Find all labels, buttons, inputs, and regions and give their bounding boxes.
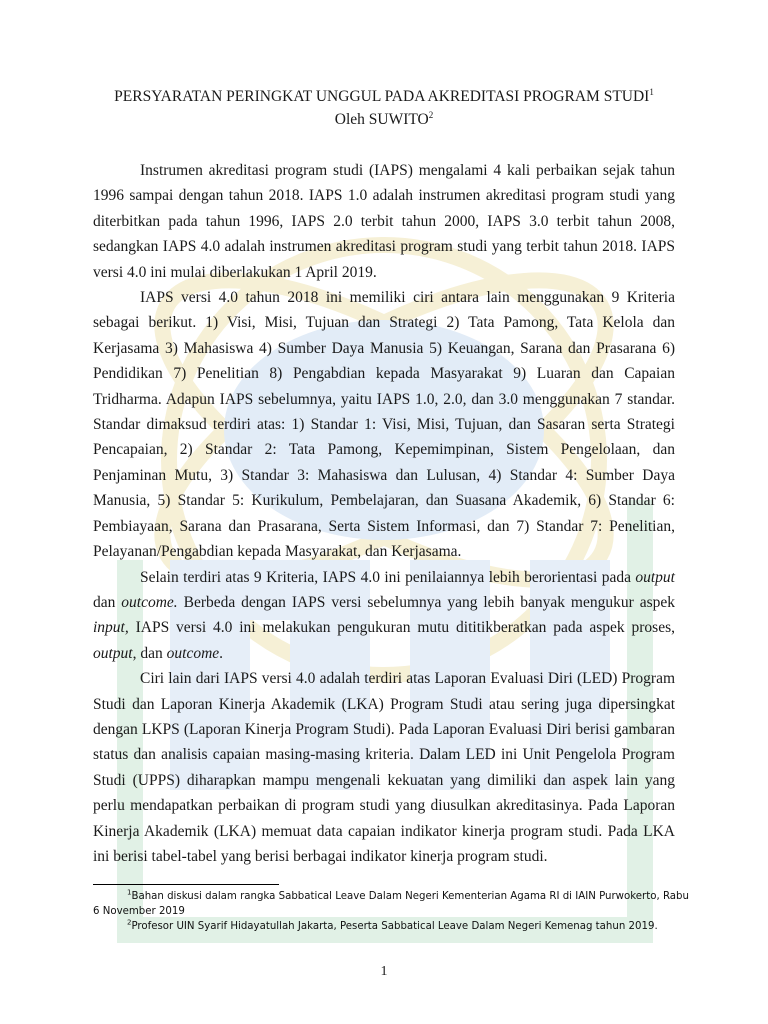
author-footnote-ref: 2 xyxy=(428,109,434,120)
footnote-2 xyxy=(93,920,693,935)
page-number: 1 xyxy=(380,964,388,979)
p3-italic-output: output xyxy=(635,568,675,586)
paragraph-4: Ciri lain dari IAPS versi 4.0 adalah terdiri atas Laporan Evaluasi Diri (LED) Program Studi dan Laporan Kinerja Akademik (LKA) Program Studi atau sering juga dipersingkat dengan LKPS (Laporan Kinerja Program Studi). Pada Laporan Evaluasi Diri berisi gambaran status dan analisis capaian masing-masing kriteria. Dalam LED ini Unit Pengelola Program Studi (UPPS) diharapkan mampu mengenali kekuatan yang dimiliki dan aspek lain yang perlu mendapatkan perbaikan di program studi yang diusulkan akreditasinya. Pada Laporan Kinerja Akademik (LKA) memuat data capaian indikator kinerja program studi. Pada LKA ini berisi tabel-tabel yang berisi berbagai indikator kinerja program studi. xyxy=(93,670,675,865)
p3-text-4: IAPS versi 4.0 ini melakukan pengukuran mutu dititikberatkan pada aspek proses, xyxy=(128,619,675,637)
paragraph-1: Instrumen akreditasi program studi (IAPS) mengalami 4 kali perbaikan sejak tahun 1996 sampai dengan tahun 2018. IAPS 1.0 adalah instrumen akreditasi program studi yang diterbitkan pada tahun 1996, IAPS 2.0 terbit tahun 2000, IAPS 3.0 terbit tahun 2008, sedangkan IAPS 4.0 adalah instrumen akreditasi program studi yang terbit tahun 2018. IAPS versi 4.0 ini mulai diberlakukan 1 April 2019. xyxy=(93,162,675,281)
p3-text-3: Berbeda dengan IAPS versi sebelumnya yang lebih banyak mengukur aspek xyxy=(177,593,675,611)
p3-italic-outcome-2: outcome xyxy=(166,644,220,662)
document-body xyxy=(93,158,675,869)
footnote-1 xyxy=(93,890,693,919)
footnote-text: Bahan diskusi dalam rangka Sabbatical Leave Dalam Negeri Kementerian Agama RI di IAIN Purwokerto, Rabu 6 November 2019 xyxy=(93,891,689,917)
p3-italic-outcome: outcome. xyxy=(121,593,178,611)
p3-text-1: Selain terdiri atas 9 Kriteria, IAPS 4.0 ini penilaiannya lebih berorientasi pada xyxy=(140,568,636,586)
footnote-ref: 1 xyxy=(127,888,132,897)
p3-text-6: . xyxy=(219,644,224,662)
document-title xyxy=(0,88,768,106)
p3-text-2: dan xyxy=(93,593,122,611)
paragraph-3 xyxy=(93,565,675,667)
p3-text-5: , dan xyxy=(132,644,167,662)
document-author xyxy=(0,111,768,129)
footnote-text: Profesor UIN Syarif Hidayatullah Jakarta, Peserta Sabbatical Leave Dalam Negeri Kemenag tahun 2019. xyxy=(131,921,658,932)
document-title-text: PERSYARATAN PERINGKAT UNGGUL PADA AKREDITASI PROGRAM STUDI xyxy=(114,88,650,105)
footnotes xyxy=(93,890,693,935)
footnote-divider xyxy=(93,884,279,885)
p3-italic-output-2: output xyxy=(93,644,133,662)
paragraph-2: IAPS versi 4.0 tahun 2018 ini memiliki ciri antara lain menggunakan 9 Kriteria sebagai berikut. 1) Visi, Misi, Tujuan dan Strategi 2) Tata Pamong, Tata Kelola dan Kerjasama 3) Mahasiswa 4) Sumber Daya Manusia 5) Keuangan, Sarana dan Prasarana 6) Pendidikan 7) Penelitian 8) Pengabdian kepada Masyarakat 9) Luaran dan Capaian Tridharma. Adapun IAPS sebelumnya, yaitu IAPS 1.0, 2.0, dan 3.0 menggunakan 7 standar. Standar dimaksud terdiri atas: 1) Standar 1: Visi, Misi, Tujuan, dan Sasaran serta Strategi Pencapaian, 2) Standar 2: Tata Pamong, Kepemimpinan, Sistem Pengelolaan, dan Penjaminan Mutu, 3) Standar 3: Mahasiswa dan Lulusan, 4) Standar 4: Sumber Daya Manusia, 5) Standar 5: Kurikulum, Pembelajaran, dan Suasana Akademik, 6) Standar 6: Pembiayaan, Sarana dan Prasarana, Serta Sistem Informasi, dan 7) Standar 7: Penelitian, Pelayanan/Pengabdian kepada Masyarakat, dan Kerjasama. xyxy=(93,289,675,561)
author-text: Oleh SUWITO xyxy=(334,111,429,128)
p3-italic-input: input, xyxy=(93,619,129,637)
footnote-ref: 2 xyxy=(127,918,132,927)
title-footnote-ref: 1 xyxy=(649,86,654,97)
